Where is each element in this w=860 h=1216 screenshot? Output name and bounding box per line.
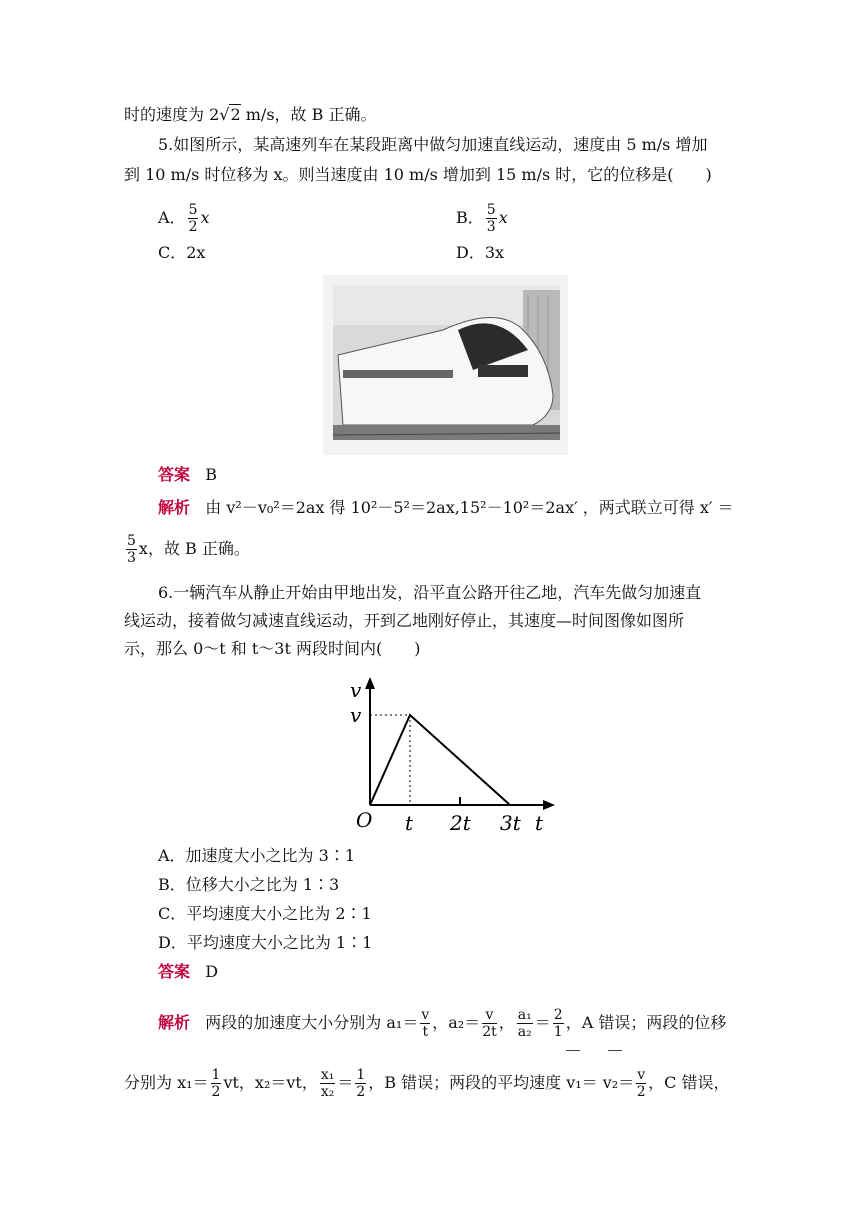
y-tick-label: v (350, 703, 362, 727)
q5-option-b: B． $\frac{5}{3}$ x (456, 202, 508, 235)
q6-option-b: B．位移大小之比为 1∶3 (158, 875, 340, 894)
sqrt-content: 2 (230, 105, 241, 124)
q6-analysis-line2: 分别为 x₁＝ $\frac{1}{2}$ vt，x₂＝vt， $\frac{\text{x₁}}{\text{x₂}}$ ＝ $\frac{1}{2}$ ，B 错误；两段的平均速度 v₁＝ v₂＝ $\frac{v}{2}$ ，C 错误， (124, 1067, 730, 1100)
v-axis-arrow-icon (365, 677, 375, 689)
q5-answer: 答案 B (158, 465, 218, 484)
q5-option-c: C．2x (158, 243, 206, 262)
y-axis-label: v (350, 678, 362, 702)
velocity-time-graph (330, 675, 565, 840)
q6-stem-line1: 6.一辆汽车从静止开始由甲地出发，沿平直公路开往乙地，汽车先做匀加速直 (158, 583, 702, 602)
velocity-line (370, 715, 510, 805)
q6-option-d: D．平均速度大小之比为 1∶1 (158, 933, 373, 952)
q5-analysis-line1: 解析 由 v²－v₀²＝2ax 得 10²－5²＝2ax,15²－10²＝2ax′ ，两式联立可得 x′ ＝ (158, 498, 734, 517)
q6-option-c: C．平均速度大小之比为 2∶1 (158, 904, 372, 923)
x-tick-t: t (405, 811, 414, 835)
x-axis-label: t (535, 811, 544, 835)
q5-option-d: D．3x (456, 243, 505, 262)
avg-v1-bar (566, 1050, 580, 1051)
t-axis-arrow-icon (543, 800, 555, 810)
q5-stem-line1: 5.如图所示，某高速列车在某段距离中做匀加速直线运动，速度由 5 m/s 增加 (158, 135, 708, 154)
q6-answer: 答案 D (158, 962, 219, 981)
origin-label: O (356, 808, 373, 832)
previous-answer-line: 时的速度为 2√2 m/s，故 B 正确。 (124, 105, 377, 124)
q6-option-a: A．加速度大小之比为 3∶1 (158, 846, 356, 865)
prev-answer-text: 时的速度为 2 (124, 105, 220, 124)
q6-stem-line2: 线运动，接着做匀减速直线运动，开到乙地刚好停止，其速度—时间图像如图所 (124, 611, 685, 630)
q5-analysis-line2: $\frac{5}{3}$ x，故 B 正确。 (127, 533, 250, 566)
x-tick-3t: 3t (500, 811, 521, 835)
q5-option-a: A． $\frac{5}{2}$ x (158, 202, 210, 235)
avg-v2-bar (608, 1050, 622, 1051)
prev-answer-tail: m/s，故 B 正确。 (240, 105, 377, 124)
x-tick-2t: 2t (450, 811, 471, 835)
q5-stem-line2: 到 10 m/s 时位移为 x。则当速度由 10 m/s 增加到 15 m/s 时，它的位移是( ) (124, 165, 712, 184)
q6-analysis-line1: 解析 两段的加速度大小分别为 a₁＝ $\frac{v}{t}$ ，a₂＝ $\frac{v}{2t}$ ， $\frac{\text{a₁}}{\text{a₂}}$ ＝ $\frac{2}{1}$ ，A 错误；两段的位移 (158, 1007, 727, 1040)
train-photo (323, 275, 568, 455)
q6-stem-line3: 示，那么 0～t 和 t～3t 两段时间内( ) (124, 639, 421, 658)
